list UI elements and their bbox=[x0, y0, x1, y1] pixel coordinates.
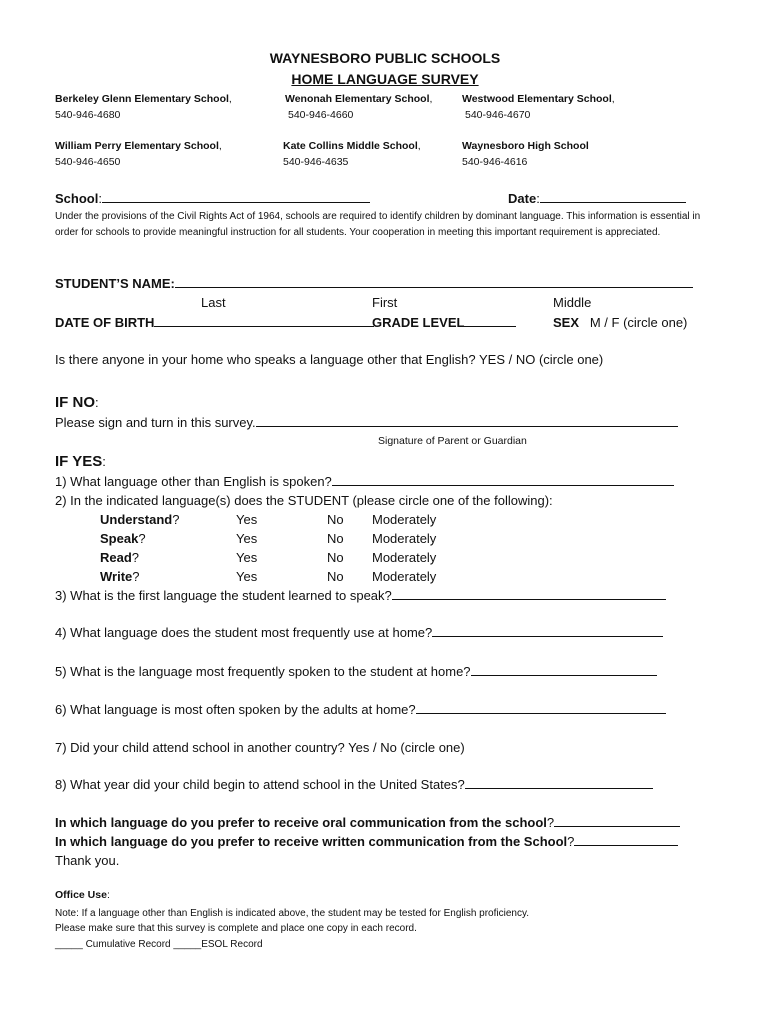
skill-moderately-option[interactable]: Moderately bbox=[372, 531, 437, 546]
question-1[interactable]: 1) What language other than English is spoken? bbox=[55, 474, 674, 489]
name-first-caption: First bbox=[372, 295, 398, 310]
office-use-label: Office Use: bbox=[55, 889, 110, 901]
skill-label: Write? bbox=[100, 569, 140, 584]
skill-no-option[interactable]: No bbox=[327, 569, 344, 584]
skill-yes-option[interactable]: Yes bbox=[236, 569, 258, 584]
date-field[interactable]: Date: bbox=[508, 191, 686, 206]
name-last-caption: Last bbox=[201, 295, 226, 310]
skill-yes-option[interactable]: Yes bbox=[236, 550, 258, 565]
signature-field[interactable]: Please sign and turn in this survey. bbox=[55, 415, 678, 430]
district-name: WAYNESBORO PUBLIC SCHOOLS bbox=[269, 50, 501, 66]
skill-moderately-option[interactable]: Moderately bbox=[372, 512, 437, 527]
school-name: Waynesboro High School bbox=[462, 140, 589, 152]
question-4[interactable]: 4) What language does the student most frequently use at home? bbox=[55, 625, 663, 640]
name-middle-caption: Middle bbox=[553, 295, 592, 310]
school-phone: 540-946-4660 bbox=[288, 109, 354, 121]
form-title: HOME LANGUAGE SURVEY bbox=[291, 71, 479, 87]
question-6[interactable]: 6) What language is most often spoken by the adults at home? bbox=[55, 702, 666, 717]
student-name-field[interactable]: STUDENT’S NAME: bbox=[55, 276, 693, 291]
school-name: Wenonah Elementary School, bbox=[285, 93, 433, 105]
school-name: Kate Collins Middle School, bbox=[283, 140, 421, 152]
skill-no-option[interactable]: No bbox=[327, 531, 344, 546]
school-phone: 540-946-4635 bbox=[283, 156, 349, 168]
school-phone: 540-946-4650 bbox=[55, 156, 121, 168]
skill-label: Speak? bbox=[100, 531, 146, 546]
if-no-heading: IF NO: bbox=[55, 394, 99, 411]
skill-label: Understand? bbox=[100, 512, 180, 527]
written-preference-field[interactable]: In which language do you prefer to receive written communication from the School? bbox=[55, 834, 678, 849]
skill-moderately-option[interactable]: Moderately bbox=[372, 550, 437, 565]
school-phone: 540-946-4670 bbox=[465, 109, 531, 121]
skill-no-option[interactable]: No bbox=[327, 550, 344, 565]
school-name: Berkeley Glenn Elementary School, bbox=[55, 93, 232, 105]
skill-moderately-option[interactable]: Moderately bbox=[372, 569, 437, 584]
skill-yes-option[interactable]: Yes bbox=[236, 512, 258, 527]
office-instructions: Please make sure that this survey is complete and place one copy in each record. bbox=[55, 923, 417, 934]
if-yes-heading: IF YES: bbox=[55, 453, 106, 470]
question-7[interactable]: 7) Did your child attend school in another country? Yes / No (circle one) bbox=[55, 740, 465, 755]
skill-label: Read? bbox=[100, 550, 140, 565]
school-phone: 540-946-4680 bbox=[55, 109, 121, 121]
school-name: William Perry Elementary School, bbox=[55, 140, 222, 152]
skill-yes-option[interactable]: Yes bbox=[236, 531, 258, 546]
question-5[interactable]: 5) What is the language most frequently spoken to the student at home? bbox=[55, 664, 657, 679]
school-field[interactable]: School: bbox=[55, 191, 370, 206]
oral-preference-field[interactable]: In which language do you prefer to receive oral communication from the school? bbox=[55, 815, 680, 830]
school-phone: 540-946-4616 bbox=[462, 156, 528, 168]
signature-caption: Signature of Parent or Guardian bbox=[378, 435, 527, 447]
school-name: Westwood Elementary School, bbox=[462, 93, 615, 105]
thank-you: Thank you. bbox=[55, 853, 120, 868]
grade-field[interactable]: GRADE LEVEL bbox=[372, 315, 516, 330]
sex-field[interactable]: SEX M / F (circle one) bbox=[553, 315, 688, 330]
office-note: Note: If a language other than English is indicated above, the student may be tested for English proficiency. bbox=[55, 908, 529, 919]
dob-field[interactable]: DATE OF BIRTH bbox=[55, 315, 374, 330]
question-3[interactable]: 3) What is the first language the student learned to speak? bbox=[55, 588, 666, 603]
skill-no-option[interactable]: No bbox=[327, 512, 344, 527]
office-records: _____ Cumulative Record _____ESOL Record bbox=[55, 939, 263, 950]
intro-paragraph: Under the provisions of the Civil Rights Act of 1964, schools are required to identify children by dominant language. This information is essential in order for schools to provide meaningful instruction for all students. Your cooperation in meeting this important requirement is appreciated. bbox=[55, 211, 701, 238]
other-language-question: Is there anyone in your home who speaks a language other that English? YES / NO (circle one) bbox=[55, 352, 604, 367]
question-8[interactable]: 8) What year did your child begin to attend school in the United States? bbox=[55, 777, 653, 792]
question-2: 2) In the indicated language(s) does the STUDENT (please circle one of the following): bbox=[55, 493, 553, 508]
